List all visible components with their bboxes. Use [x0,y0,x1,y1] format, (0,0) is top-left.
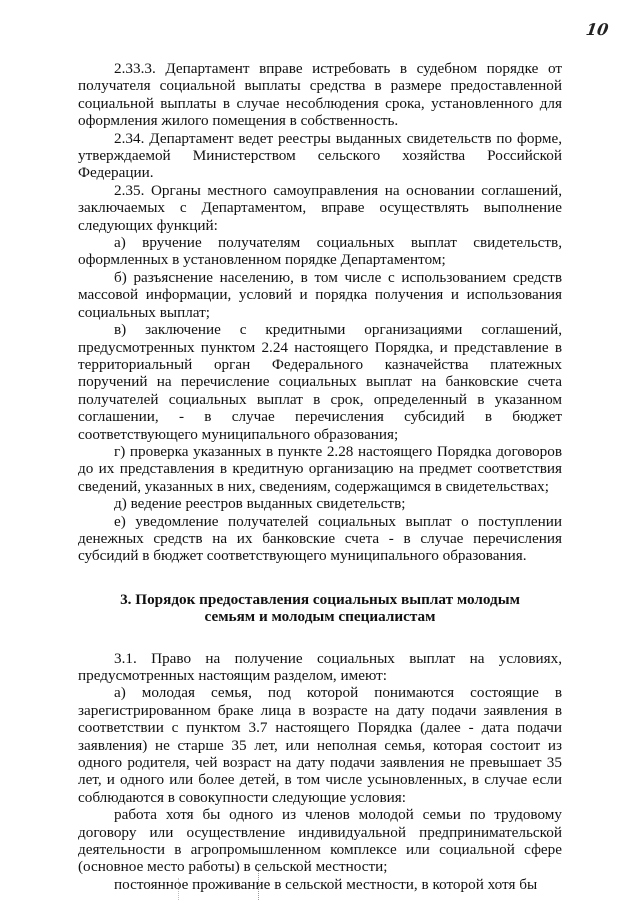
paragraph-2-35-b: б) разъяснение населению, в том числе с использованием средств массовой информации, условий и порядка получения и использования социальных выплат; [78,268,562,321]
paragraph-3-1-a: а) молодая семья, под которой понимаются состоящие в зарегистрированном браке лица в возрасте на дату подачи заявления в соответствии с пунктом 3.7 настоящего Порядка (далее - дата подачи заявления) не старше 35 лет, или неполная семья, которая состоит из одного родителя, чей возраст на дату подачи заявления не превышает 35 лет, и одного или более детей, в том числе усыновленных, в случае если соблюдаются в совокупности следующие условия: [78,684,562,806]
paragraph-2-35-d: д) ведение реестров выданных свидетельств; [114,495,406,513]
paragraph-condition-residence: постоянное проживание в сельской местности, в которой хотя бы [114,875,538,893]
document-body [78,60,562,893]
paragraph-3-1: 3.1. Право на получение социальных выплат на условиях, предусмотренных настоящим разделом, имеют: [78,649,562,684]
paragraph-condition-work: работа хотя бы одного из членов молодой семьи по трудовому договору или осуществление индивидуальной предпринимательской деятельности в агропромышленном комплексе или социальной сфере (основное место работы) в сельской местности; [78,806,562,876]
paragraph-2-35-v: в) заключение с кредитными организациями соглашений, предусмотренных пунктом 2.24 настоящего Порядка, и представление в территориальный орган Федерального казначейства платежных поручений на перечисление социальных выплат на банковские счета получателей социальных выплат в срок, определенный в указанном соглашении, - в случае перечисления субсидий в бюджет соответствующего муниципального образования; [78,321,562,443]
paragraph-2-35-a: а) вручение получателям социальных выплат свидетельств, оформленных в установленном порядке Департаментом; [78,234,562,269]
paragraph-2-33-3: 2.33.3. Департамент вправе истребовать в судебном порядке от получателя социальной выплаты средства в размере предоставленной социальной выплаты в случае несоблюдения срока, установленного для оформления жилого помещения в собственность. [78,60,562,130]
paragraph-2-35-g: г) проверка указанных в пункте 2.28 настоящего Порядка договоров до их представления в кредитную организацию на предмет соответствия сведений, указанных в них, сведениям, содержащимся в свидетельствах; [78,442,562,495]
section-heading-line-1: 3. Порядок предоставления социальных выплат молодым [120,590,520,608]
paragraph-2-34: 2.34. Департамент ведет реестры выданных свидетельств по форме, утверждаемой Министерством сельского хозяйства Российской Федерации. [78,129,562,182]
paragraph-2-35-e: е) уведомление получателей социальных выплат о поступлении денежных средств на их банковские счета - в случае перечисления субсидий в бюджет соответствующего муниципального образования. [78,512,562,565]
paragraph-2-35: 2.35. Органы местного самоуправления на основании соглашений, заключаемых с Департаментом, вправе осуществлять выполнение следующих функций: [78,181,562,234]
scan-fold-mark-secondary [178,878,179,900]
section-heading [78,591,562,626]
section-heading-line-2: семьям и молодым специалистам [204,608,436,626]
scan-fold-mark [258,868,259,900]
page-number: 10 [584,20,610,39]
